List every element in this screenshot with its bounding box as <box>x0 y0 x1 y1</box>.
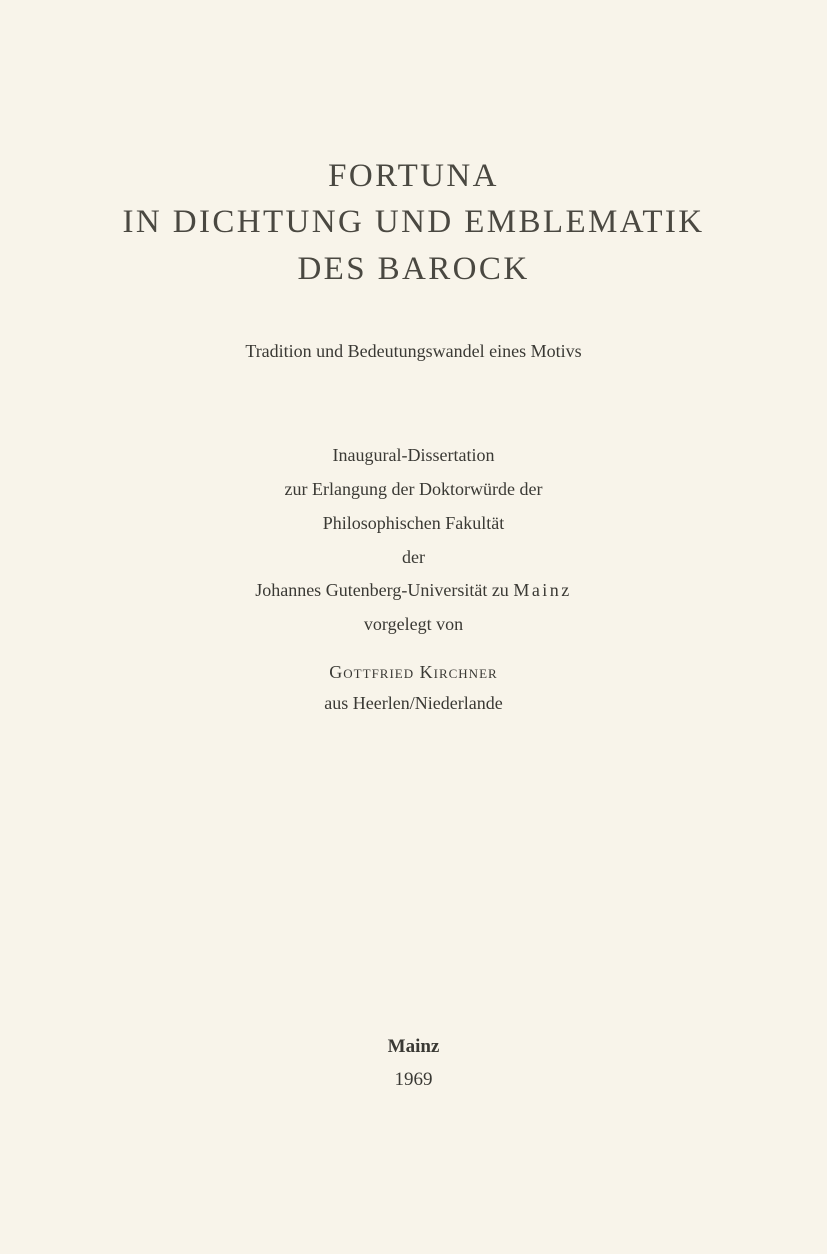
imprint-place: Mainz <box>387 1036 440 1057</box>
dissertation-line-5 <box>0 581 827 599</box>
dissertation-line-4: der <box>402 547 425 567</box>
title-line-2: IN DICHTUNG UND EMBLEMATIK <box>122 204 705 240</box>
university-text: Johannes Gutenberg-Universität zu <box>255 580 514 600</box>
dissertation-line-6: vorgelegt von <box>363 614 464 634</box>
title-line-3: DES BAROCK <box>297 251 530 287</box>
author-origin: aus Heerlen/Niederlande <box>324 693 503 713</box>
dissertation-line-2: zur Erlangung der Doktorwürde der <box>284 479 543 499</box>
imprint-year: 1969 <box>394 1069 433 1090</box>
author-name: Gottfried Kirchner <box>329 662 498 682</box>
title-line-1: FORTUNA <box>328 158 499 194</box>
dissertation-line-1: Inaugural-Dissertation <box>332 445 495 465</box>
university-city: Mainz <box>513 580 572 600</box>
dissertation-line-3: Philosophischen Fakultät <box>322 513 505 533</box>
subtitle: Tradition und Bedeutungswandel eines Motivs <box>245 341 582 361</box>
